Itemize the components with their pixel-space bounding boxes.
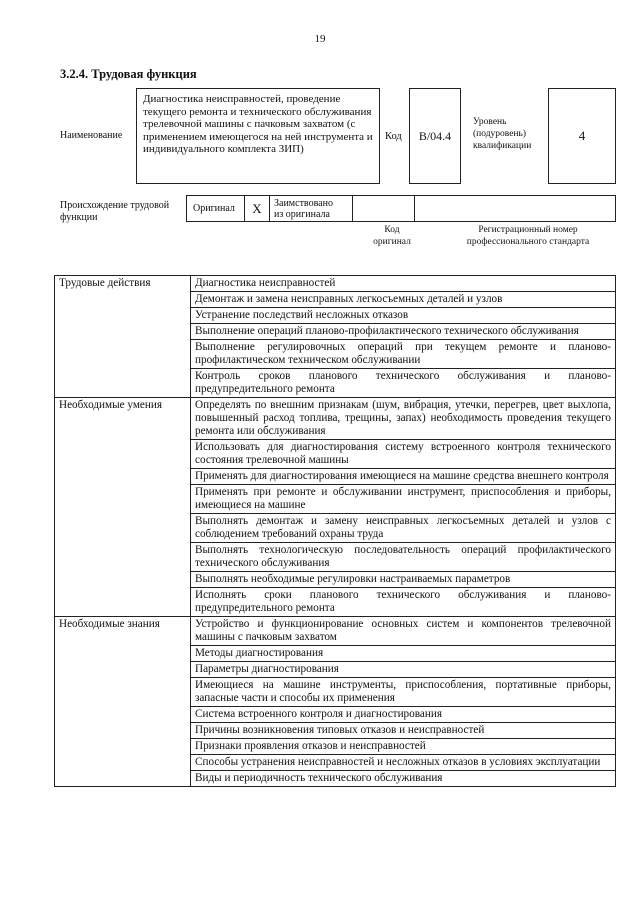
list-item: Применять для диагностирования имеющиеся на машине средства внешнего контроля bbox=[191, 469, 616, 485]
name-label: Наименование bbox=[60, 130, 123, 141]
list-item: Параметры диагностирования bbox=[191, 662, 616, 678]
section-title: 3.2.4. Трудовая функция bbox=[60, 67, 197, 81]
origin-row bbox=[186, 195, 616, 222]
section-heading: Необходимые знания bbox=[55, 617, 191, 787]
list-item: Имеющиеся на машине инструменты, приспособления, портативные приборы, запасные части и способы их применения bbox=[191, 678, 616, 707]
level-box: 4 bbox=[548, 88, 616, 184]
list-item: Диагностика неисправностей bbox=[191, 276, 616, 292]
borrowed-label-line-1: Заимствовано bbox=[274, 197, 333, 209]
list-item: Исполнять сроки планового технического обслуживания и планово-предупредительного ремонта bbox=[191, 588, 616, 617]
function-name-box: Диагностика неисправностей, проведение текущего ремонта и технического обслуживания трелевочной машины с пачковым захватом (с применением имеющегося на ней инструмента и индивидуального комплекта ЗИП) bbox=[136, 88, 380, 184]
table-row bbox=[55, 276, 616, 292]
reg-number-caption-line-2: профессионального стандарта bbox=[466, 237, 590, 247]
code-original-caption-line-1: Код bbox=[384, 225, 400, 235]
code-original-caption bbox=[352, 224, 432, 248]
table-row bbox=[55, 617, 616, 646]
original-cell bbox=[187, 196, 245, 221]
list-item: Выполнять необходимые регулировки настраиваемых параметров bbox=[191, 572, 616, 588]
list-item: Методы диагностирования bbox=[191, 646, 616, 662]
level-label-line-2: (подуровень) bbox=[473, 129, 527, 139]
original-label: Оригинал bbox=[193, 203, 235, 214]
origin-label-line-1: Происхождение трудовой bbox=[60, 200, 170, 211]
code-label: Код bbox=[385, 131, 402, 142]
page-number: 19 bbox=[314, 33, 326, 45]
list-item: Устройство и функционирование основных систем и компонентов трелевочной машины с пачковым захватом bbox=[191, 617, 616, 646]
list-item: Выполнять технологическую последовательность операций профилактического технического обслуживания bbox=[191, 543, 616, 572]
borrowed-cell bbox=[270, 196, 353, 221]
list-item: Система встроенного контроля и диагностирования bbox=[191, 707, 616, 723]
list-item: Устранение последствий несложных отказов bbox=[191, 308, 616, 324]
list-item: Демонтаж и замена неисправных легкосъемных деталей и узлов bbox=[191, 292, 616, 308]
original-mark: X bbox=[252, 201, 262, 216]
origin-label-line-2: функции bbox=[60, 211, 98, 223]
list-item: Выполнять демонтаж и замену неисправных легкосъемных деталей и узлов с соблюдением требований охраны труда bbox=[191, 514, 616, 543]
list-item: Признаки проявления отказов и неисправностей bbox=[191, 739, 616, 755]
code-box: B/04.4 bbox=[409, 88, 461, 184]
list-item: Использовать для диагностирования систему встроенного контроля технического состояния трелевочной машины bbox=[191, 440, 616, 469]
section-heading: Трудовые действия bbox=[55, 276, 191, 398]
list-item: Виды и периодичность технического обслуживания bbox=[191, 771, 616, 787]
reg-number-caption bbox=[440, 224, 616, 248]
list-item: Применять при ремонте и обслуживании инструмент, приспособления и приборы, имеющиеся на машине bbox=[191, 485, 616, 514]
level-label-line-3: квалификации bbox=[473, 141, 532, 151]
list-item: Выполнение регулировочных операций при текущем ремонте и планово-профилактическом техническом обслуживании bbox=[191, 340, 616, 369]
borrowed-label-line-2: из оригинала bbox=[274, 208, 330, 220]
list-item: Способы устранения неисправностей и несложных отказов в условиях эксплуатации bbox=[191, 755, 616, 771]
code-original-cell bbox=[353, 196, 415, 221]
function-details-table bbox=[54, 275, 616, 787]
function-details-body bbox=[55, 276, 616, 787]
level-label bbox=[473, 116, 531, 152]
list-item: Определять по внешним признакам (шум, вибрация, утечки, перегрев, цвет выхлопа, повышенный расход топлива, трещины, запах) необходимость проведения текущего ремонта или обслуживания bbox=[191, 398, 616, 440]
original-mark-cell bbox=[245, 196, 270, 221]
table-row bbox=[55, 398, 616, 440]
reg-number-caption-line-1: Регистрационный номер bbox=[478, 225, 578, 235]
level-label-line-1: Уровень bbox=[473, 117, 507, 127]
list-item: Контроль сроков планового технического обслуживания и планово-предупредительного ремонта bbox=[191, 369, 616, 398]
list-item: Выполнение операций планово-профилактического технического обслуживания bbox=[191, 324, 616, 340]
list-item: Причины возникновения типовых отказов и неисправностей bbox=[191, 723, 616, 739]
section-heading: Необходимые умения bbox=[55, 398, 191, 617]
reg-number-cell bbox=[415, 196, 615, 221]
origin-label bbox=[60, 200, 169, 223]
code-original-caption-line-2: оригинал bbox=[373, 237, 411, 247]
